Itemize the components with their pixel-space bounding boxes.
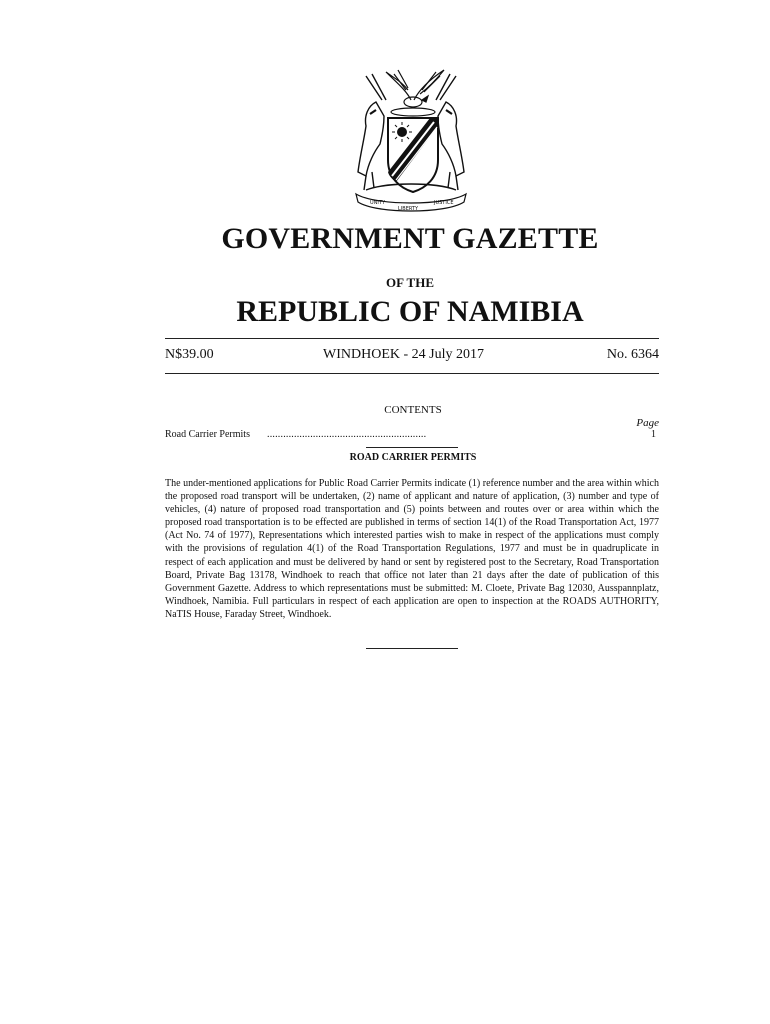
motto-unity: UNITY xyxy=(370,200,385,206)
gazette-of-the: OF THE xyxy=(385,275,435,290)
motto-liberty: LIBERTY xyxy=(398,206,419,212)
contents-heading: CONTENTS xyxy=(384,404,442,416)
masthead-bottom-rule xyxy=(165,373,659,374)
gazette-republic: REPUBLIC OF NAMIBIA xyxy=(236,295,584,328)
motto-justice: JUSTICE xyxy=(434,200,454,206)
section-body: The under-mentioned applications for Public Road Carrier Permits indicate (1) reference number and the area within which the proposed road transport will be undertaken, (2) name of applicant and nature of application, (3) number and type of vehicles, (4) nature of proposed road transportation and (5) points between and routes over or area within which the proposed road transportation is to be effected are published in terms of section 14(1) of the Road Transportation Act, 1977 (Act No. 74 of 1977), Representations which interested parties wish to make in respect of the applications must comply with the provisions of regulation 4(1) of the Road Transportation Regulations, 1977 and must be in quadruplicate in respect of each application and must be delivered by hand or sent by registered post to the Secretary, Road Transportation Board, Private Bag 13178, Windhoek to reach that office not later than 21 days after the date of publication of this Government Gazette. Address to which representations must be submitted: M. Cloete, Private Bag 12030, Ausspannplatz, Windhoek, Namibia. Full particulars in respect of each application are open to inspection at the ROADS AUTHORITY, NaTIS House, Faraday Street, Windhoek. xyxy=(165,478,659,620)
gazette-title: GOVERNMENT GAZETTE xyxy=(221,222,599,255)
masthead-top-rule xyxy=(165,338,659,339)
contents-entry-title: Road Carrier Permits xyxy=(165,429,250,440)
section-end-rule xyxy=(366,648,458,649)
contents-separator xyxy=(366,447,458,448)
section-heading: ROAD CARRIER PERMITS xyxy=(349,452,477,463)
contents-entry-page: 1 xyxy=(651,429,656,440)
coat-of-arms-icon xyxy=(336,60,486,216)
issue-price: N$39.00 xyxy=(165,347,214,362)
issue-place-date: WINDHOEK - 24 July 2017 xyxy=(323,347,484,362)
contents-page-label: Page xyxy=(636,417,659,429)
contents-entry-leader: ........................................................... xyxy=(267,429,427,440)
issue-number: No. 6364 xyxy=(606,347,659,362)
